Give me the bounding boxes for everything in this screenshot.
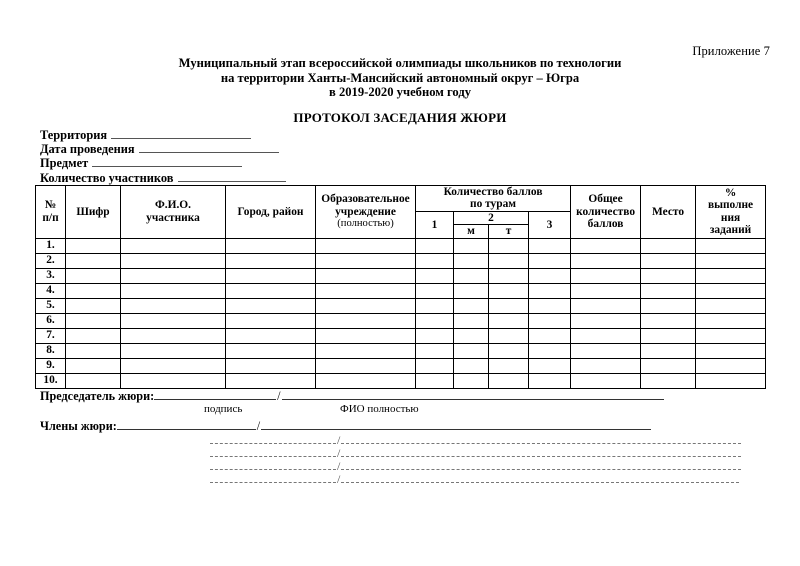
header-city: Город, район [226,186,316,239]
cell-city[interactable] [226,313,316,328]
cell-city[interactable] [226,373,316,388]
cell-place[interactable] [641,253,696,268]
field-participants-count-input[interactable] [178,171,286,182]
cell-city[interactable] [226,343,316,358]
appendix-label: Приложение 7 [692,44,770,58]
cell-tour2t[interactable] [489,373,529,388]
cell-tour1[interactable] [416,328,454,343]
header-percent-line1: % [724,187,737,199]
header-percent-line3: ния [720,211,741,224]
cell-row-number: 10. [36,373,66,388]
header-total-line2: количество [576,205,636,218]
header-total-score [571,186,641,239]
cell-place[interactable] [641,328,696,343]
header-scores-line1: Количество баллов [443,186,543,198]
cell-tour2m[interactable] [454,253,489,268]
cell-row-number: 6. [36,313,66,328]
cell-percent[interactable] [696,238,766,253]
header-fio-line1: Ф.И.О. [154,199,192,212]
cell-tour1[interactable] [416,373,454,388]
member-row-4[interactable] [40,459,770,472]
cell-tour1[interactable] [416,298,454,313]
cell-tour3[interactable] [529,358,571,373]
signature-captions [40,403,770,417]
header-total-line3: баллов [587,218,624,231]
cell-tour2m[interactable] [454,283,489,298]
cell-tour2m[interactable] [454,358,489,373]
cell-total[interactable] [571,298,641,313]
cell-tour1[interactable] [416,268,454,283]
document-title [0,56,800,100]
cell-code[interactable] [66,343,121,358]
protocol-table [35,185,766,389]
cell-row-number: 2. [36,253,66,268]
header-scores-group [416,186,571,212]
field-date-input[interactable] [139,142,279,153]
cell-tour3[interactable] [529,253,571,268]
header-code: Шифр [66,186,121,239]
cell-code[interactable] [66,358,121,373]
cell-tour3[interactable] [529,283,571,298]
cell-fio[interactable] [121,313,226,328]
cell-tour1[interactable] [416,313,454,328]
cell-tour1[interactable] [416,238,454,253]
cell-place[interactable] [641,268,696,283]
cell-institution[interactable] [316,238,416,253]
cell-total[interactable] [571,343,641,358]
cell-code[interactable] [66,283,121,298]
field-participants-count-label: Количество участников [40,170,174,185]
title-line-1: Муниципальный этап всероссийской олимпиады школьников по технологии [178,56,622,70]
cell-code[interactable] [66,313,121,328]
table-row[interactable] [36,268,766,283]
field-date-label: Дата проведения [40,142,135,157]
cell-percent[interactable] [696,328,766,343]
cell-fio[interactable] [121,358,226,373]
cell-tour3[interactable] [529,373,571,388]
cell-row-number: 1. [36,238,66,253]
cell-place[interactable] [641,238,696,253]
member-fullname-input-1[interactable] [261,418,651,430]
table-row[interactable] [36,343,766,358]
title-line-3: в 2019-2020 учебном году [329,85,471,100]
cell-city[interactable] [226,298,316,313]
header-tour-1: 1 [416,211,454,238]
member-row-3[interactable] [40,446,770,459]
cell-total[interactable] [571,253,641,268]
cell-tour3[interactable] [529,328,571,343]
member-row-5[interactable] [40,472,770,485]
chairman-fullname-input[interactable] [282,388,664,400]
header-percent-line4: заданий [709,224,752,237]
cell-institution[interactable] [316,343,416,358]
cell-tour2t[interactable] [489,283,529,298]
member-signature-input-5[interactable] [210,472,336,483]
cell-total[interactable] [571,313,641,328]
title-line-2: на территории Ханты-Мансийский автономный округ – Югра [220,70,580,85]
table-row[interactable] [36,358,766,373]
cell-city[interactable] [226,268,316,283]
field-subject[interactable] [40,156,286,170]
header-tour-2-t: т [489,225,529,238]
cell-institution[interactable] [316,253,416,268]
cell-institution[interactable] [316,358,416,373]
header-tour-2-m: м [454,225,489,238]
cell-tour2m[interactable] [454,238,489,253]
cell-tour3[interactable] [529,343,571,358]
cell-tour2m[interactable] [454,268,489,283]
cell-fio[interactable] [121,343,226,358]
field-subject-label: Предмет [40,156,89,171]
protocol-title: ПРОТОКОЛ ЗАСЕДАНИЯ ЖЮРИ [293,110,507,125]
cell-place[interactable] [641,343,696,358]
chairman-label: Председатель жюри: [40,389,155,403]
cell-institution[interactable] [316,328,416,343]
cell-row-number: 5. [36,298,66,313]
field-territory[interactable] [40,128,286,142]
cell-code[interactable] [66,328,121,343]
cell-tour2t[interactable] [489,358,529,373]
header-tour-3: 3 [529,211,571,238]
member-slash-3: / [337,446,341,459]
cell-city[interactable] [226,253,316,268]
cell-total[interactable] [571,283,641,298]
table-row[interactable] [36,253,766,268]
cell-tour3[interactable] [529,313,571,328]
table-row[interactable] [36,283,766,298]
cell-tour1[interactable] [416,253,454,268]
cell-tour2t[interactable] [489,253,529,268]
cell-institution[interactable] [316,283,416,298]
cell-city[interactable] [226,328,316,343]
cell-row-number: 4. [36,283,66,298]
cell-institution[interactable] [316,373,416,388]
cell-percent[interactable] [696,358,766,373]
cell-tour3[interactable] [529,268,571,283]
header-fio [121,186,226,239]
cell-tour1[interactable] [416,283,454,298]
cell-total[interactable] [571,373,641,388]
member-signature-input-1[interactable] [117,418,256,430]
cell-tour2m[interactable] [454,328,489,343]
cell-total[interactable] [571,268,641,283]
form-fields [40,128,286,185]
cell-code[interactable] [66,268,121,283]
chairman-signature-input[interactable] [154,388,276,400]
header-total-line1: Общее [588,193,623,206]
member-slash-5: / [337,472,341,485]
table-row[interactable] [36,238,766,253]
field-subject-input[interactable] [92,156,242,167]
member-fullname-input-4[interactable] [341,459,741,470]
cell-tour2t[interactable] [489,328,529,343]
member-slash-4: / [337,459,341,472]
member-slash-1: / [256,419,261,433]
cell-tour2t[interactable] [489,298,529,313]
header-number [36,186,66,239]
field-territory-label: Территория [40,128,108,142]
cell-total[interactable] [571,328,641,343]
cell-fio[interactable] [121,298,226,313]
cell-tour2m[interactable] [454,313,489,328]
member-fullname-input-3[interactable] [341,446,741,457]
cell-tour2m[interactable] [454,298,489,313]
cell-place[interactable] [641,373,696,388]
cell-city[interactable] [226,358,316,373]
table-body [36,238,766,388]
cell-fio[interactable] [121,328,226,343]
table-row[interactable] [36,313,766,328]
header-institution-line1: Образовательное [321,193,410,206]
header-place: Место [641,186,696,239]
cell-tour3[interactable] [529,238,571,253]
cell-tour2t[interactable] [489,313,529,328]
header-fio-line2: участника [146,211,200,224]
cell-code[interactable] [66,373,121,388]
members-label: Члены жюри: [40,419,117,433]
cell-institution[interactable] [316,298,416,313]
members-signature-row[interactable] [40,418,770,433]
member-row-2[interactable] [40,433,770,446]
table-row[interactable] [36,328,766,343]
cell-fio[interactable] [121,238,226,253]
caption-signature: подпись [204,403,243,415]
cell-fio[interactable] [121,283,226,298]
cell-tour2m[interactable] [454,373,489,388]
member-slash-2: / [337,433,341,446]
signature-block [40,388,770,485]
cell-place[interactable] [641,358,696,373]
member-fullname-input-2[interactable] [341,433,741,444]
field-territory-input[interactable] [111,128,251,139]
cell-tour3[interactable] [529,298,571,313]
cell-code[interactable] [66,298,121,313]
cell-institution[interactable] [316,268,416,283]
header-percent-line2: выполне [707,199,754,212]
header-number-line2: п/п [42,211,59,224]
cell-percent[interactable] [696,313,766,328]
header-tour-2: 2 [454,211,529,224]
table-row[interactable] [36,298,766,313]
cell-tour2t[interactable] [489,268,529,283]
cell-fio[interactable] [121,373,226,388]
cell-tour2t[interactable] [489,343,529,358]
cell-row-number: 3. [36,268,66,283]
cell-fio[interactable] [121,268,226,283]
cell-total[interactable] [571,238,641,253]
cell-place[interactable] [641,283,696,298]
cell-row-number: 8. [36,343,66,358]
cell-code[interactable] [66,253,121,268]
cell-percent[interactable] [696,373,766,388]
cell-city[interactable] [226,238,316,253]
cell-percent[interactable] [696,268,766,283]
cell-tour2m[interactable] [454,343,489,358]
member-signature-input-3[interactable] [210,446,336,457]
chairman-slash: / [277,389,281,403]
cell-percent[interactable] [696,343,766,358]
cell-place[interactable] [641,298,696,313]
header-scores-line2: по турам [470,198,517,211]
table-header-row-1 [36,186,766,212]
cell-tour1[interactable] [416,358,454,373]
table-row[interactable] [36,373,766,388]
cell-percent[interactable] [696,283,766,298]
field-participants-count[interactable] [40,171,286,185]
header-number-line1: № [44,199,57,212]
header-institution-line2: учреждение [335,205,396,218]
header-institution [316,186,416,239]
chairman-signature-row[interactable] [40,388,770,403]
caption-fullname: ФИО полностью [340,403,419,415]
member-fullname-input-5[interactable] [341,472,739,483]
member-signature-input-2[interactable] [210,433,336,444]
cell-row-number: 7. [36,328,66,343]
cell-row-number: 9. [36,358,66,373]
cell-total[interactable] [571,358,641,373]
cell-institution[interactable] [316,313,416,328]
cell-tour1[interactable] [416,343,454,358]
cell-place[interactable] [641,313,696,328]
field-date[interactable] [40,142,286,156]
cell-percent[interactable] [696,253,766,268]
header-percent [696,186,766,239]
cell-city[interactable] [226,283,316,298]
cell-code[interactable] [66,238,121,253]
cell-percent[interactable] [696,298,766,313]
member-signature-input-4[interactable] [210,459,336,470]
header-institution-note: (полностью) [337,218,394,230]
cell-fio[interactable] [121,253,226,268]
cell-tour2t[interactable] [489,238,529,253]
